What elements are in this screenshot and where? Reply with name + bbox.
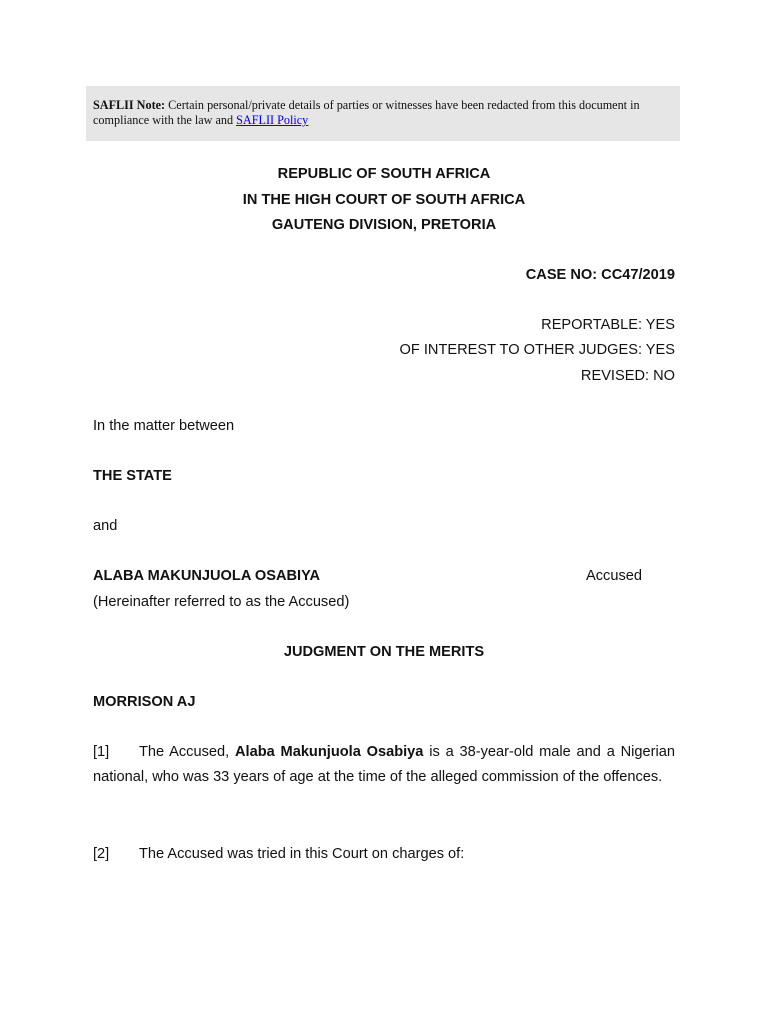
note-label: SAFLII Note:	[93, 98, 166, 112]
interest-status: OF INTEREST TO OTHER JUDGES: YES	[399, 342, 675, 358]
saflii-policy-link[interactable]: SAFLII Policy	[236, 113, 309, 127]
paragraph-number: [2]	[93, 846, 110, 862]
case-number: CASE NO: CC47/2019	[525, 267, 675, 283]
court-line-division: GAUTENG DIVISION, PRETORIA	[271, 217, 497, 233]
court-line-republic: REPUBLIC OF SOUTH AFRICA	[277, 166, 491, 182]
saflii-note-box	[86, 86, 680, 141]
accused-name-bold: Alaba Makunjuola Osabiya	[235, 744, 424, 760]
judge-name: MORRISON AJ	[93, 694, 196, 710]
and-separator: and	[93, 518, 118, 534]
matter-intro: In the matter between	[93, 418, 235, 434]
party-state: THE STATE	[93, 468, 172, 484]
note-text: Certain personal/private details of parties or witnesses have been redacted from this document in compliance with the law and	[93, 98, 640, 127]
revised-status: REVISED: NO	[580, 368, 675, 384]
paragraph-1	[93, 740, 675, 790]
party-accused-name: ALABA MAKUNJUOLA OSABIYA	[93, 568, 321, 584]
paragraph-text: The Accused was tried in this Court on charges of:	[139, 846, 465, 862]
court-line-high-court: IN THE HIGH COURT OF SOUTH AFRICA	[242, 192, 526, 208]
judgment-title: JUDGMENT ON THE MERITS	[283, 644, 485, 660]
paragraph-2	[93, 842, 675, 867]
paragraph-text-pre: The Accused,	[139, 744, 230, 760]
paragraph-text-post: is a 38-year-old male and a Nigerian national, who was 33 years of age at the time of the alleged commission of the offences.	[93, 744, 675, 785]
party-accused-role: Accused	[586, 568, 642, 584]
paragraph-number: [1]	[93, 744, 110, 760]
party-accused-note: (Hereinafter referred to as the Accused)	[93, 594, 350, 610]
reportable-status: REPORTABLE: YES	[541, 317, 675, 333]
